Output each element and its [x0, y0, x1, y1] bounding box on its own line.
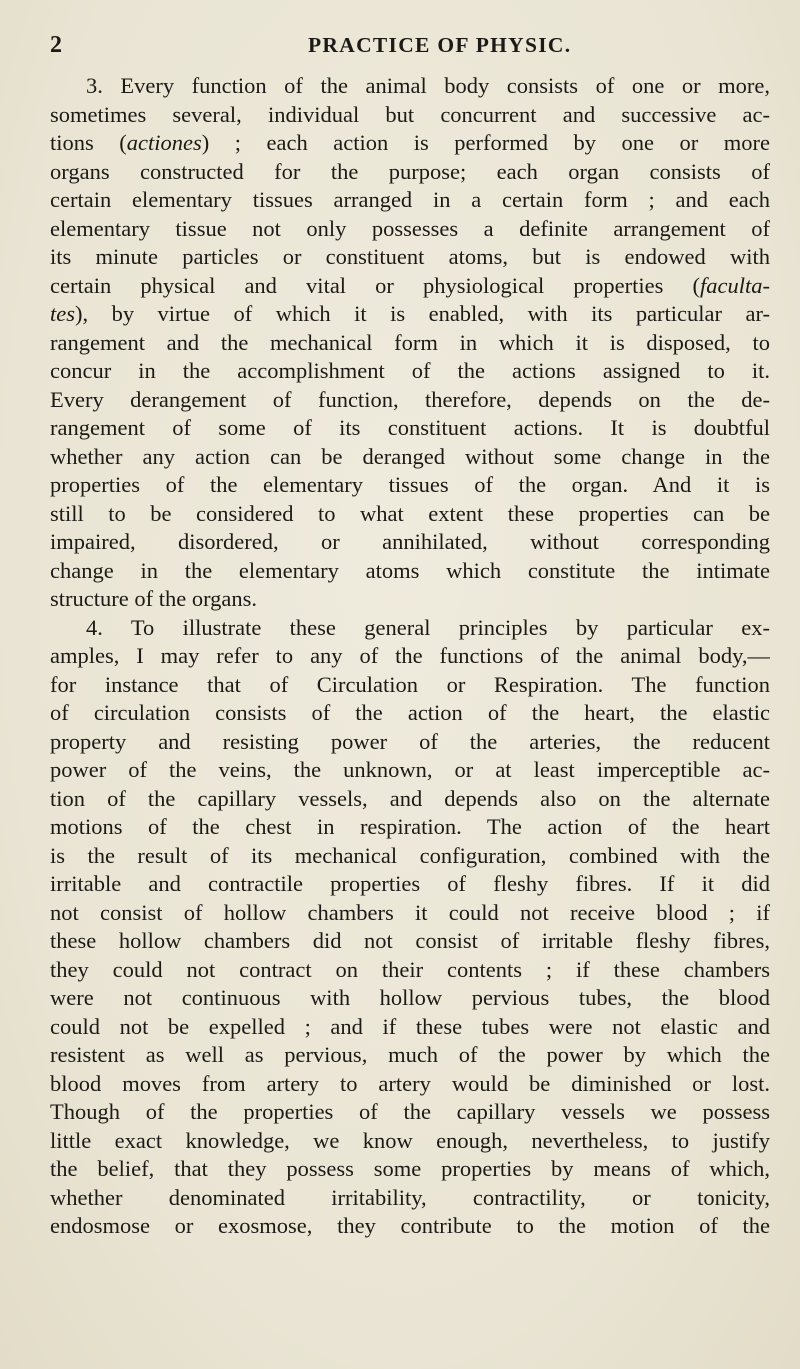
text-line: of circulation consists of the action of the heart, the elastic — [50, 700, 770, 725]
text-line: elementary tissue not only possesses a definite arrangement of — [50, 215, 770, 241]
text-line: concur in the accomplishment of the actions assigned to it. — [50, 358, 770, 383]
text-line: tes), by virtue of which it is enabled, with its particular ar- — [50, 301, 770, 326]
text-line: organs constructed for the purpose; each organ consists of — [50, 158, 770, 184]
text-line: property and resisting power of the arteries, the reducent — [50, 728, 770, 754]
running-head — [50, 30, 750, 60]
text-line: rangement of some of its constituent actions. It is doubtful — [50, 415, 770, 440]
text-line: whether any action can be deranged without some change in the — [50, 443, 770, 469]
text-line: were not continuous with hollow pervious tubes, the blood — [50, 985, 770, 1010]
text-line: could not be expelled ; and if these tubes were not elastic and — [50, 1013, 770, 1039]
text-line: Though of the properties of the capillary vessels we possess — [50, 1099, 770, 1124]
text-line: power of the veins, the unknown, or at least imperceptible ac- — [50, 757, 770, 782]
text-line: certain physical and vital or physiological properties (faculta- — [50, 272, 770, 298]
text-line: structure of the organs. — [50, 586, 258, 611]
text-line: endosmose or exosmose, they contribute to the motion of the — [50, 1213, 770, 1238]
text-line: its minute particles or constituent atoms, but is endowed with — [50, 244, 770, 269]
page-number: 2 — [50, 32, 62, 58]
text-line: 4. To illustrate these general principles by particular ex- — [86, 614, 770, 640]
text-line: certain elementary tissues arranged in a certain form ; and each — [50, 187, 770, 212]
text-line: 3. Every function of the animal body consists of one or more, — [86, 73, 770, 98]
text-line: for instance that of Circulation or Respiration. The function — [50, 671, 770, 697]
text-line: rangement and the mechanical form in which it is disposed, to — [50, 329, 770, 355]
text-line: motions of the chest in respiration. The action of the heart — [50, 814, 770, 839]
text-line: tion of the capillary vessels, and depends also on the alternate — [50, 785, 770, 811]
text-line: properties of the elementary tissues of the organ. And it is — [50, 472, 770, 497]
text-line: Every derangement of function, therefore, depends on the de- — [50, 386, 770, 412]
text-line: whether denominated irritability, contractility, or tonicity, — [50, 1184, 770, 1210]
text-line: little exact knowledge, we know enough, nevertheless, to justify — [50, 1127, 770, 1153]
body-text — [50, 72, 770, 1241]
text-line: irritable and contractile properties of fleshy fibres. If it did — [50, 871, 770, 896]
text-line: blood moves from artery to artery would be diminished or lost. — [50, 1070, 770, 1096]
text-line: change in the elementary atoms which constitute the intimate — [50, 557, 770, 583]
text-line: these hollow chambers did not consist of irritable fleshy fibres, — [50, 928, 770, 953]
text-line: tions (actiones) ; each action is performed by one or more — [50, 130, 770, 155]
text-line: not consist of hollow chambers it could not receive blood ; if — [50, 899, 770, 925]
text-line: impaired, disordered, or annihilated, without corresponding — [50, 529, 770, 554]
running-title: PRACTICE OF PHYSIC. — [308, 33, 572, 57]
text-line: is the result of its mechanical configuration, combined with the — [50, 842, 770, 868]
text-line: amples, I may refer to any of the functions of the animal body,— — [50, 643, 770, 668]
text-line: resistent as well as pervious, much of the power by which the — [50, 1042, 770, 1067]
text-line: they could not contract on their contents ; if these chambers — [50, 956, 770, 982]
text-line: sometimes several, individual but concurrent and successive ac- — [50, 101, 770, 127]
text-line: still to be considered to what extent these properties can be — [50, 500, 770, 526]
text-line: the belief, that they possess some properties by means of which, — [50, 1156, 770, 1181]
